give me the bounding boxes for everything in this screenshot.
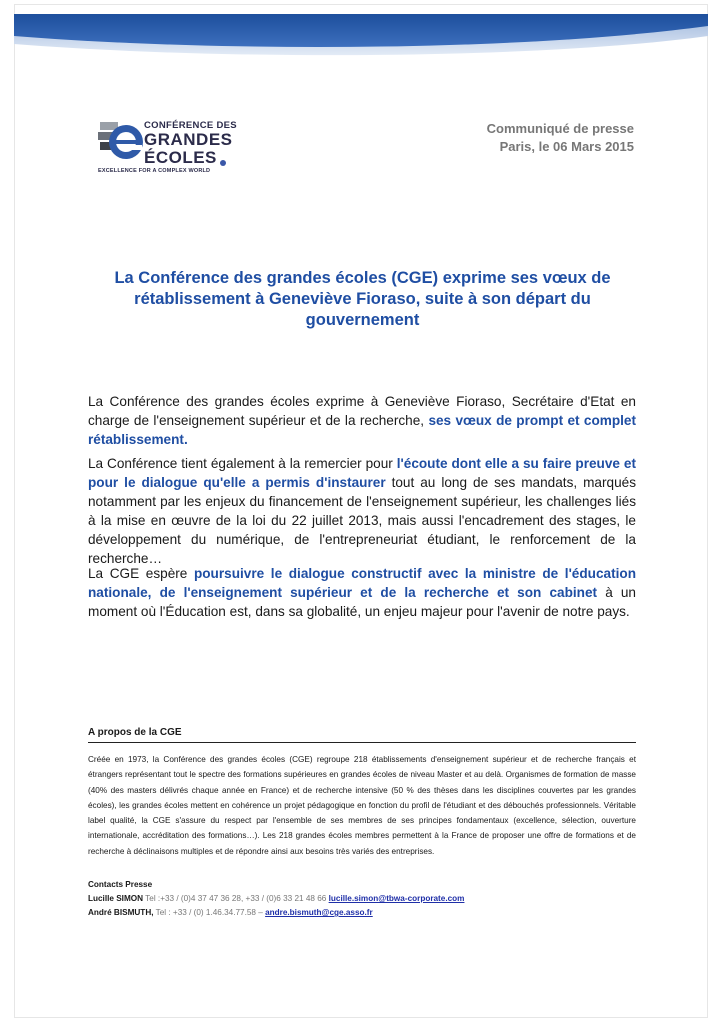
paragraph-1-text: La Conférence des grandes écoles exprime à Geneviève Fioraso, Secrétaire d'Etat en charge de l'enseignement supérieur et de la recherche, (88, 394, 636, 428)
paragraph-3 (88, 564, 636, 621)
logo-tagline: EXCELLENCE FOR A COMPLEX WORLD (98, 168, 211, 174)
contact-1-name: Lucille SIMON (88, 894, 144, 903)
cge-logo-mark-icon (98, 118, 146, 164)
paragraph-2 (88, 454, 636, 568)
contact-1-phone: Tel :+33 / (0)4 37 47 36 28, +33 / (0)6 33 21 48 66 (143, 894, 329, 903)
paragraph-2-highlight: l'écoute dont elle a su faire preuve et pour le dialogue qu'elle a permis d'instaurer (88, 456, 636, 490)
paragraph-3-text-start: La CGE espère (88, 566, 194, 581)
logo-line-3: ÉCOLES (144, 148, 217, 167)
about-text: Créée en 1973, la Conférence des grandes écoles (CGE) regroupe 218 établissements d'enseignement supérieur et de recherche français et étrangers représentant tout le spectre des formations supérieures en grandes écoles de niveau Master et au delà. Organismes de formation de masse (40% des masters délivrés chaque année en France) et de recherche intensive (50 % des thèses dans les disciplines couvertes par les grandes écoles), les grandes écoles mettent en cohérence un projet pédagogique en fonction du profil de l'étudiant et des débouchés professionnels. Véritable label qualité, la CGE s'assure du respect par l'ensemble de ses membres de ses principes fondamentaux (excellence, sélection, ouverture internationale, accréditation des formations…). Les 218 grandes écoles membres permettent à la France de proposer une offre de formations et de recherche à déclinaisons multiples et de répondre ainsi aux besoins très variés des entreprises. (88, 755, 636, 856)
contact-line-1 (88, 892, 636, 906)
contact-line-2 (88, 906, 636, 920)
logo-line-2: GRANDES (144, 130, 233, 149)
press-header (487, 120, 634, 156)
press-contacts (88, 878, 636, 920)
contact-2-email-link[interactable]: andre.bismuth@cge.asso.fr (265, 908, 373, 917)
doc-type: Communiqué de presse (486, 121, 634, 136)
paragraph-2-text-end: tout au long de ses mandats, marqués notamment par les enjeux du financement de l'enseignement supérieur, les challenges liés à la mise en œuvre de la loi du 22 juillet 2013, mais aussi l'encadrement des stages, le développement du numérique, de l'entrepreneuriat étudiant, le renforcement de la recherche… (88, 475, 636, 566)
logo-line-1: CONFÉRENCE DES (144, 120, 237, 131)
contact-2-phone: Tel : +33 / (0) 1.46.34.77.58 – (153, 908, 266, 917)
cge-logo (98, 118, 238, 178)
contact-1-email-link[interactable]: lucille.simon@tbwa-corporate.com (328, 894, 465, 903)
paragraph-1 (88, 392, 636, 449)
press-release-title: La Conférence des grandes écoles (CGE) exprime ses vœux de rétablissement à Geneviève Fioraso, suite à son départ du gouvernement (114, 269, 611, 329)
logo-dot (220, 160, 226, 166)
contact-2-name: André BISMUTH, (88, 908, 154, 917)
about-heading: A propos de la CGE (88, 727, 636, 743)
paragraph-1-highlight: ses vœux de prompt et complet rétablissement. (88, 413, 637, 447)
contacts-heading: Contacts Presse (88, 880, 153, 889)
header-banner (14, 14, 708, 68)
paragraph-3-highlight: poursuivre le dialogue constructif avec la ministre de l'éducation nationale, de l'enseignement supérieur et de la recherche et son cabinet (88, 566, 636, 600)
paragraph-3-text-end: à un moment où l'Éducation est, dans sa globalité, un enjeu majeur pour l'avenir de notre pays. (88, 585, 636, 619)
paragraph-2-text-start: La Conférence tient également à la remercier pour (88, 456, 397, 471)
doc-date: Paris, le 06 Mars 2015 (499, 139, 634, 154)
